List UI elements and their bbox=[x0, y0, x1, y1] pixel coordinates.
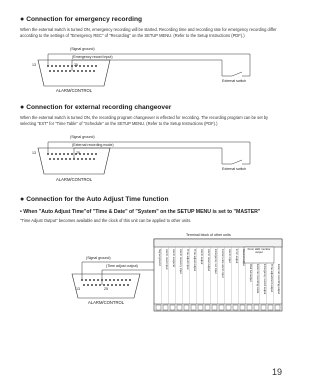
section2-heading bbox=[20, 104, 171, 112]
bullet-icon: ● bbox=[20, 196, 25, 203]
connector-2 bbox=[38, 142, 250, 174]
page-number: 19 bbox=[271, 367, 282, 377]
signal-ground-label-1: (Signal ground) bbox=[70, 47, 95, 51]
terminal-label: External recording mode bbox=[256, 264, 259, 294]
terminal-label: Alarm suspend bbox=[172, 249, 175, 267]
connector-label-2: ALARM/CONTROL bbox=[56, 177, 93, 182]
signal-ground-label-3: (Signal ground) bbox=[86, 256, 111, 260]
terminal-label: Disk full output bbox=[249, 264, 252, 282]
terminal-label: Alarm input bbox=[228, 249, 231, 263]
input-label-2: (External recording mode) bbox=[72, 143, 114, 147]
section1-body: When the external switch is turned ON, emergency recording will be started. Recording time and recording rate for emergency recording differ according to the settings of "Emergency REC" of "Recording" on the SETUP MENU. (Refer to the Setup Instructions (PDF).) bbox=[20, 27, 277, 38]
terminal-label: Signal ground bbox=[158, 249, 161, 266]
switch-label-1: External switch bbox=[222, 79, 247, 83]
terminal-label: Camera site alarm input bbox=[221, 249, 224, 278]
section3-subtitle: When "Auto Adjust Time"of "Time & Date" of "System" on the SETUP MENU is set to "MASTER" bbox=[23, 209, 261, 215]
connector-label-3: ALARM/CONTROL bbox=[88, 300, 125, 305]
bullet-icon: ● bbox=[20, 104, 25, 111]
terminal-label: External recording output bbox=[277, 264, 280, 295]
input-label-3: (Time adjust output) bbox=[106, 264, 138, 268]
terminal-label: Time adjust output bbox=[193, 249, 196, 272]
pin-a-label-2: 13 bbox=[32, 151, 36, 155]
section3-subheading bbox=[20, 209, 260, 215]
led-monitor-box-label: From LED monitor output bbox=[247, 247, 271, 255]
terminal-label: Alarm reset output bbox=[207, 249, 210, 271]
terminal-label: Error output bbox=[235, 249, 238, 264]
section2-title: Connection for external recording changeover bbox=[26, 104, 172, 111]
square-bullet-icon: • bbox=[20, 209, 24, 215]
input-label-1: (Emergency record input) bbox=[72, 55, 113, 59]
bullet-icon: ● bbox=[20, 16, 25, 23]
terminal-label: Record output bbox=[242, 249, 245, 266]
pin-b-label-3: 25 bbox=[104, 287, 108, 291]
terminal-label: Alarm recovery input bbox=[179, 249, 182, 274]
section1-title: Connection for emergency recording bbox=[26, 16, 143, 23]
section3-heading bbox=[20, 196, 168, 204]
pin-a-label-1: 13 bbox=[32, 63, 36, 67]
terminal-block-label: Terminal block of other units bbox=[186, 233, 231, 237]
terminal-label: Emergency record output bbox=[263, 264, 266, 295]
pin-b-label-2: 25 bbox=[76, 151, 80, 155]
terminal-label: Time adjust input bbox=[186, 249, 189, 270]
section3-title: Connection for the Auto Adjust Time function bbox=[26, 196, 169, 203]
terminal-label: Time adjustment output bbox=[270, 264, 273, 292]
terminal-label: Emergency rec input bbox=[214, 249, 217, 274]
connector-label-1: ALARM/CONTROL bbox=[56, 88, 93, 93]
terminal-label: Alarm output bbox=[200, 249, 203, 265]
section3-body: "Time Adjust Output" becomes available and the clock of this unit can be applied to other units. bbox=[20, 218, 192, 223]
signal-ground-label-2: (Signal ground) bbox=[70, 135, 95, 139]
terminal-label: Alarm reset input bbox=[165, 249, 168, 270]
connector-1 bbox=[38, 54, 250, 86]
pin-a-label-3: 13 bbox=[76, 287, 80, 291]
section2-body: When the external switch is turned ON, the recording program changeover is effected for recording. The recording program can be set by selecting "EXT" for "Time Table" of "Schedule" on the SETUP MENU. (Refer to the Setup Instructions (PDF).) bbox=[20, 115, 269, 126]
pin-b-label-1: 25 bbox=[74, 63, 78, 67]
switch-label-2: External switch bbox=[222, 167, 247, 171]
